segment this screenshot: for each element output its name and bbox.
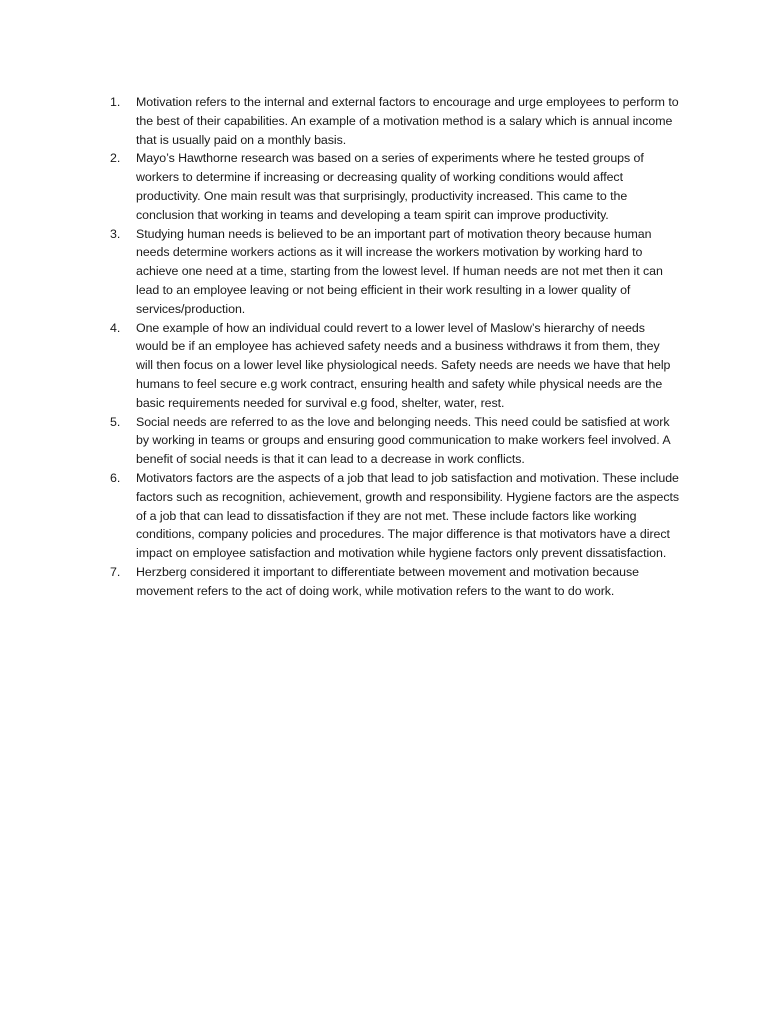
- item-number: 2.: [110, 151, 121, 166]
- numbered-answer-list: [110, 93, 680, 601]
- list-item-5: [110, 413, 680, 469]
- item-number: 5.: [110, 414, 121, 429]
- item-text: Social needs are referred to as the love and belonging needs. This need could be satisfied at work by working in teams or groups and ensuring good communication to make workers feel involved. A benefit of social needs is that it can lead to a decrease in work conflicts.: [136, 414, 670, 467]
- item-text: One example of how an individual could revert to a lower level of Maslow’s hierarchy of needs would be if an employee has achieved safety needs and a business withdraws it from them, they will then focus on a lower level like physiological needs. Safety needs are needs we have that help humans to feel secure e.g work contract, ensuring health and safety while physical needs are the basic requirements needed for survival e.g food, shelter, water, rest.: [136, 320, 671, 410]
- item-text: Studying human needs is believed to be an important part of motivation theory because human needs determine workers actions as it will increase the workers motivation by working hard to achieve one need at a time, starting from the lowest level. If human needs are not met then it can lead to an employee leaving or not being efficient in their work resulting in a lower quality of services/production.: [136, 226, 663, 316]
- list-item-7: [110, 563, 680, 601]
- item-text: Motivation refers to the internal and external factors to encourage and urge employees to perform to the best of their capabilities. An example of a motivation method is a salary which is annual income that is usually paid on a monthly basis.: [136, 95, 679, 147]
- item-number: 7.: [110, 564, 121, 579]
- item-text: Mayo’s Hawthorne research was based on a series of experiments where he tested groups of workers to determine if increasing or decreasing quality of working conditions would affect productivity. One main result was that surprisingly, productivity increased. This came to the conclusion that working in teams and developing a team spirit can improve productivity.: [136, 151, 644, 222]
- list-item-4: [110, 319, 680, 413]
- list-item-6: [110, 469, 680, 563]
- item-number: 6.: [110, 470, 121, 485]
- item-number: 4.: [110, 320, 121, 335]
- list-item-3: [110, 225, 680, 319]
- item-text: Herzberg considered it important to differentiate between movement and motivation because movement refers to the act of doing work, while motivation refers to the want to do work.: [136, 564, 639, 598]
- item-number: 1.: [110, 95, 121, 109]
- list-item-1: [110, 93, 680, 149]
- item-number: 3.: [110, 226, 121, 241]
- list-item-2: [110, 149, 680, 224]
- item-text: Motivators factors are the aspects of a job that lead to job satisfaction and motivation. These include factors such as recognition, achievement, growth and responsibility. Hygiene factors are the aspects of a job that can lead to dissatisfaction if they are not met. These include factors like working conditions, company policies and procedures. The major difference is that motivators have a direct impact on employee satisfaction and motivation while hygiene factors only prevent dissatisfaction.: [136, 470, 679, 561]
